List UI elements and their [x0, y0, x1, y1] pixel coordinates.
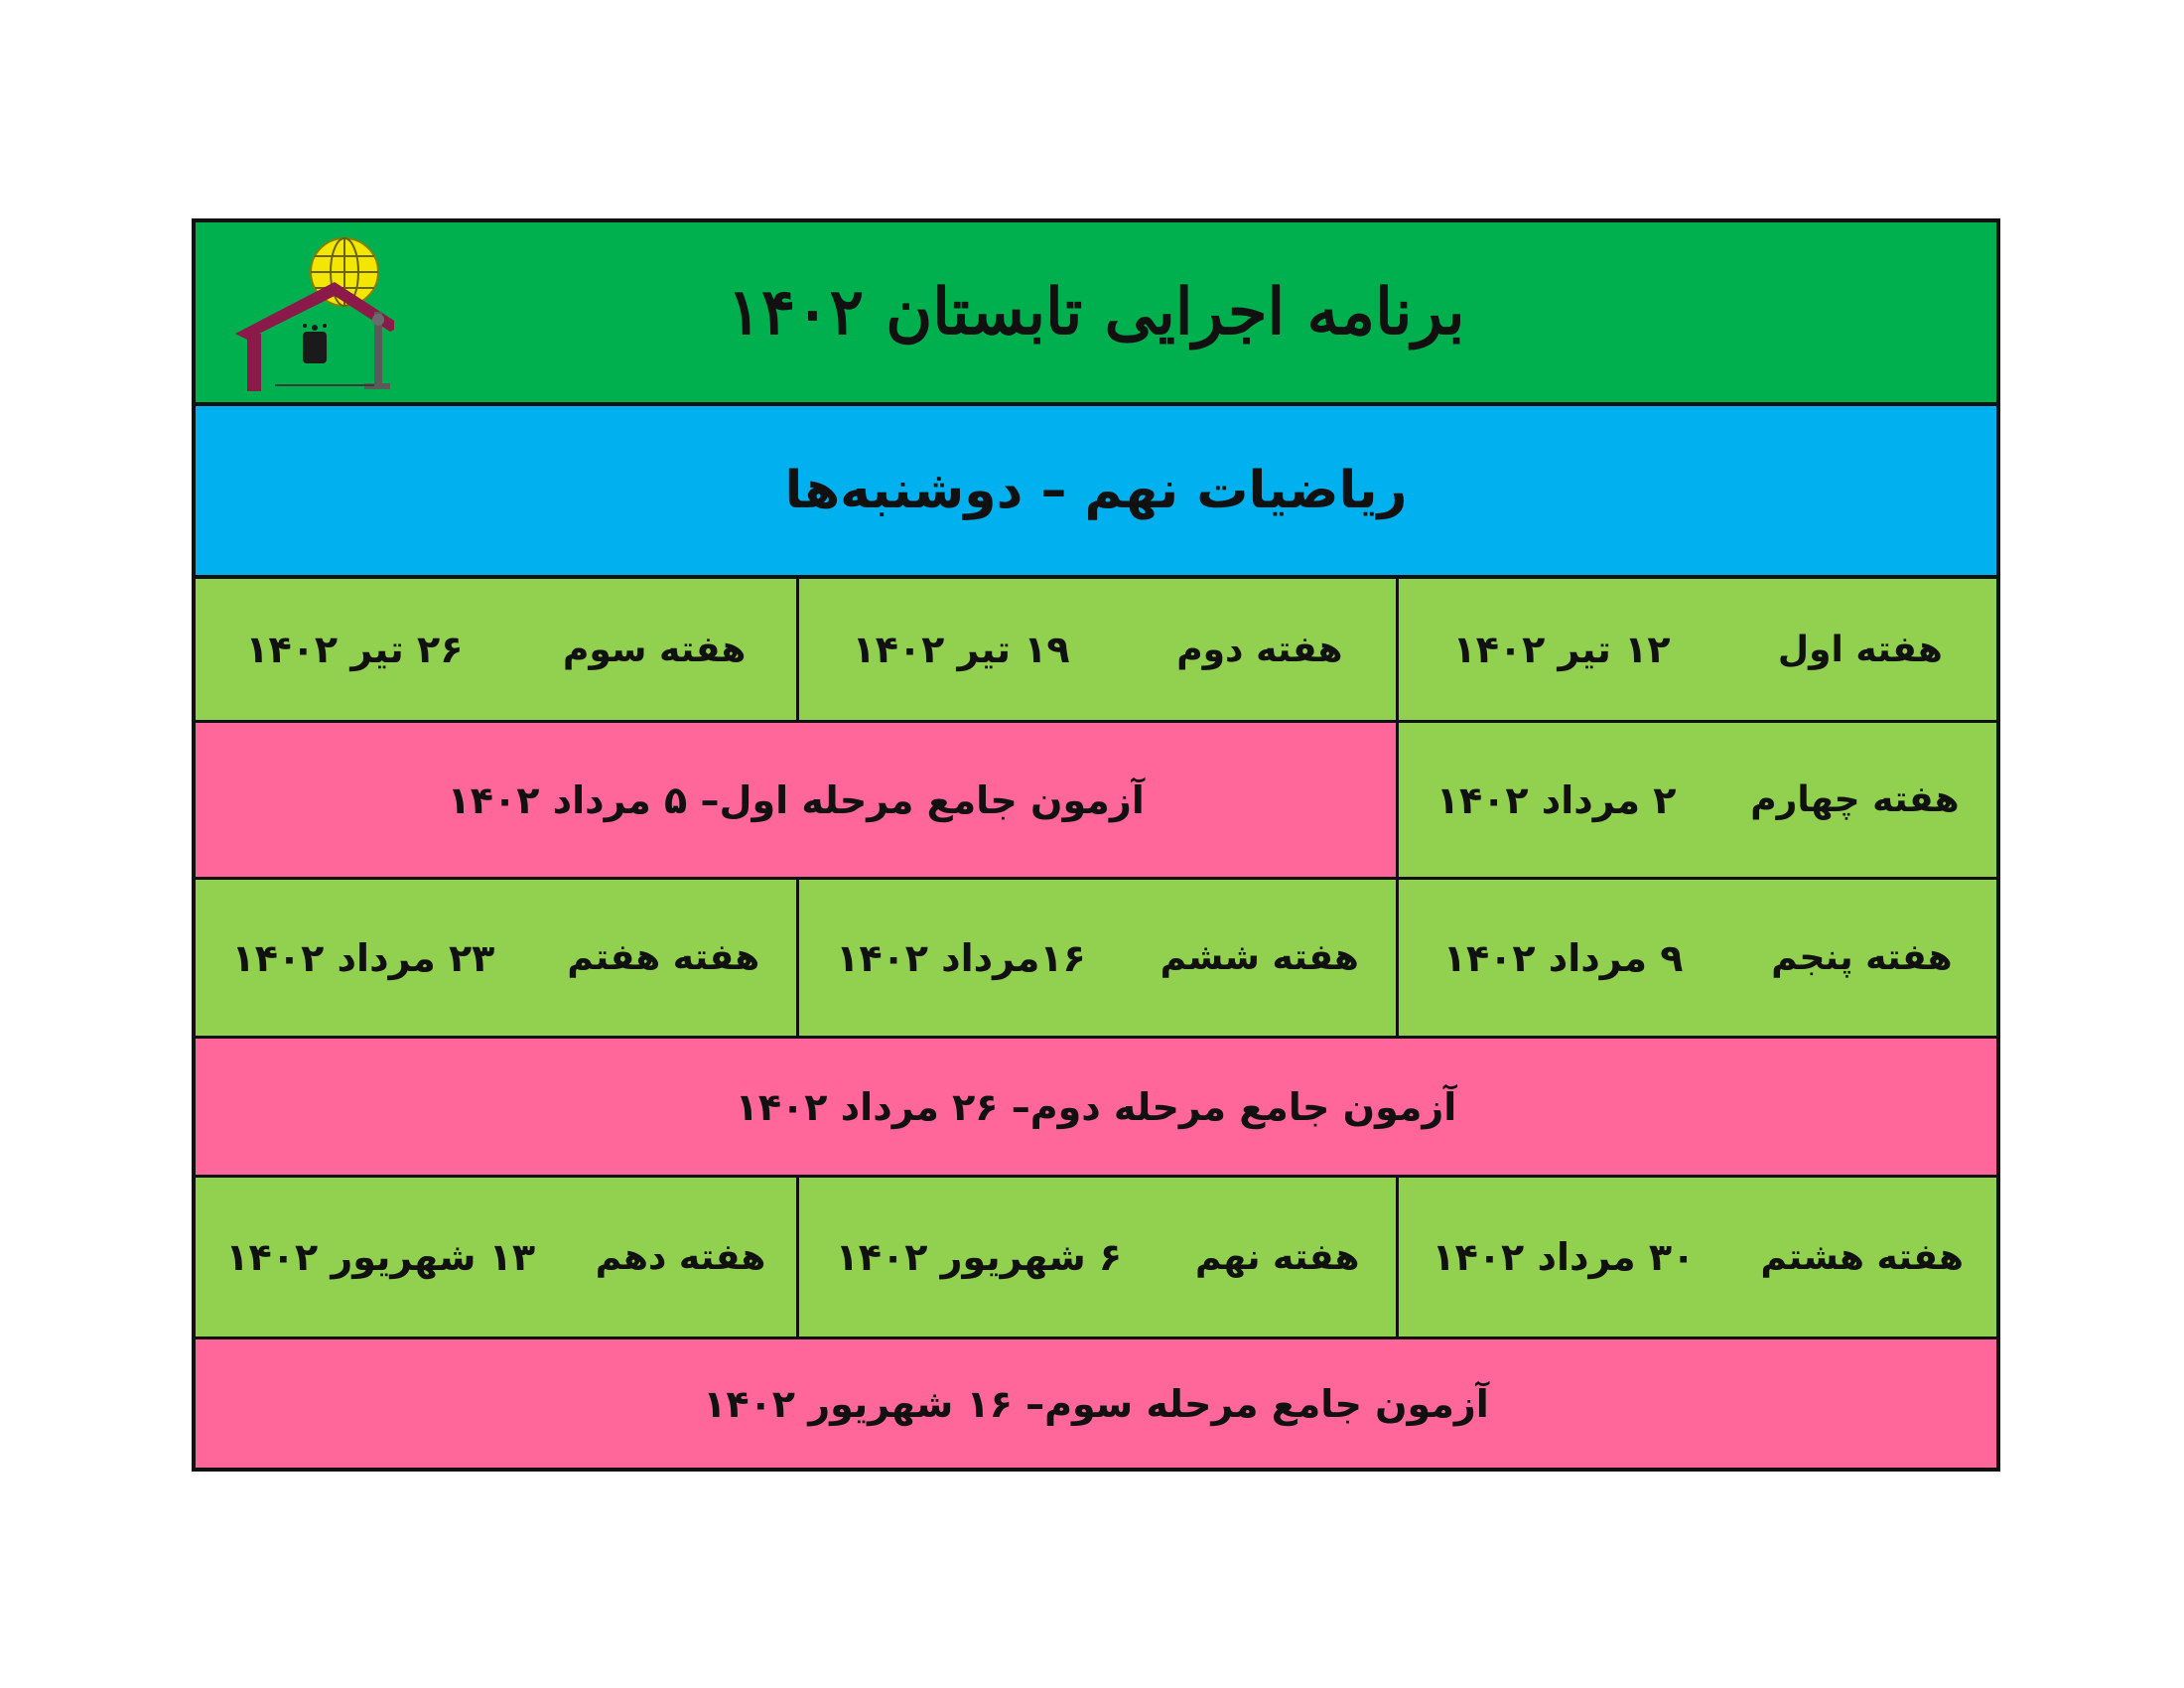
week-row	[196, 579, 1996, 723]
title-bar	[196, 222, 1996, 406]
week-cell	[796, 880, 1397, 1036]
exam-cell	[196, 723, 1396, 877]
week-date: ۲۶ تیر ۱۴۰۲	[245, 628, 464, 671]
week-cell	[196, 1178, 796, 1336]
week-label: هفته هفتم	[567, 937, 760, 978]
week-row	[196, 880, 1996, 1039]
week-date: ۱۲ تیر ۱۴۰۲	[1452, 628, 1671, 671]
page-title: برنامه اجرایی تابستان ۱۴۰۲	[727, 275, 1465, 350]
week-date: ۱۹ تیر ۱۴۰۲	[852, 628, 1070, 671]
week-cell	[196, 579, 796, 720]
week-label: هفته نهم	[1194, 1236, 1360, 1278]
course-title: ریاضیات نهم – دوشنبه‌ها	[784, 461, 1408, 520]
exam-cell	[196, 1039, 1996, 1175]
exam-row	[196, 1339, 1996, 1468]
exam-cell	[196, 1339, 1996, 1468]
week-label: هفته چهارم	[1750, 779, 1960, 820]
exam-label: آزمون جامع مرحله اول– ۵ مرداد ۱۴۰۲	[447, 777, 1145, 822]
week-date: ۳۰ مرداد ۱۴۰۲	[1432, 1235, 1696, 1279]
week-cell	[196, 880, 796, 1036]
week-date: ۱۳ شهریور ۱۴۰۲	[225, 1235, 536, 1279]
schedule-table	[192, 218, 2000, 1472]
week-label: هفته هشتم	[1760, 1236, 1964, 1278]
week-date: ۱۶مرداد ۱۴۰۲	[836, 935, 1086, 980]
week-label: هفته ششم	[1160, 937, 1359, 978]
week-label: هفته دوم	[1176, 629, 1343, 670]
week-date: ۲۳ مرداد ۱۴۰۲	[231, 935, 495, 980]
exam-label: آزمون جامع مرحله سوم– ۱۶ شهریور ۱۴۰۲	[703, 1381, 1489, 1426]
exam-row	[196, 1039, 1996, 1178]
subtitle-bar	[196, 406, 1996, 579]
week-date: ۹ مرداد ۱۴۰۲	[1442, 935, 1684, 980]
week-label: هفته سوم	[563, 629, 747, 670]
week-label: هفته اول	[1777, 629, 1943, 670]
week-cell	[1396, 1178, 1996, 1336]
week-cell	[1396, 723, 1996, 877]
week-cell	[796, 579, 1397, 720]
mixed-row	[196, 723, 1996, 880]
week-label: هفته دهم	[595, 1236, 766, 1278]
week-date: ۲ مرداد ۱۴۰۲	[1435, 777, 1677, 822]
week-cell	[1396, 579, 1996, 720]
exam-label: آزمون جامع مرحله دوم– ۲۶ مرداد ۱۴۰۲	[735, 1084, 1457, 1129]
week-cell	[1396, 880, 1996, 1036]
week-date: ۶ شهریور ۱۴۰۲	[835, 1235, 1123, 1279]
week-row	[196, 1178, 1996, 1339]
week-cell	[796, 1178, 1397, 1336]
week-label: هفته پنجم	[1771, 937, 1953, 978]
